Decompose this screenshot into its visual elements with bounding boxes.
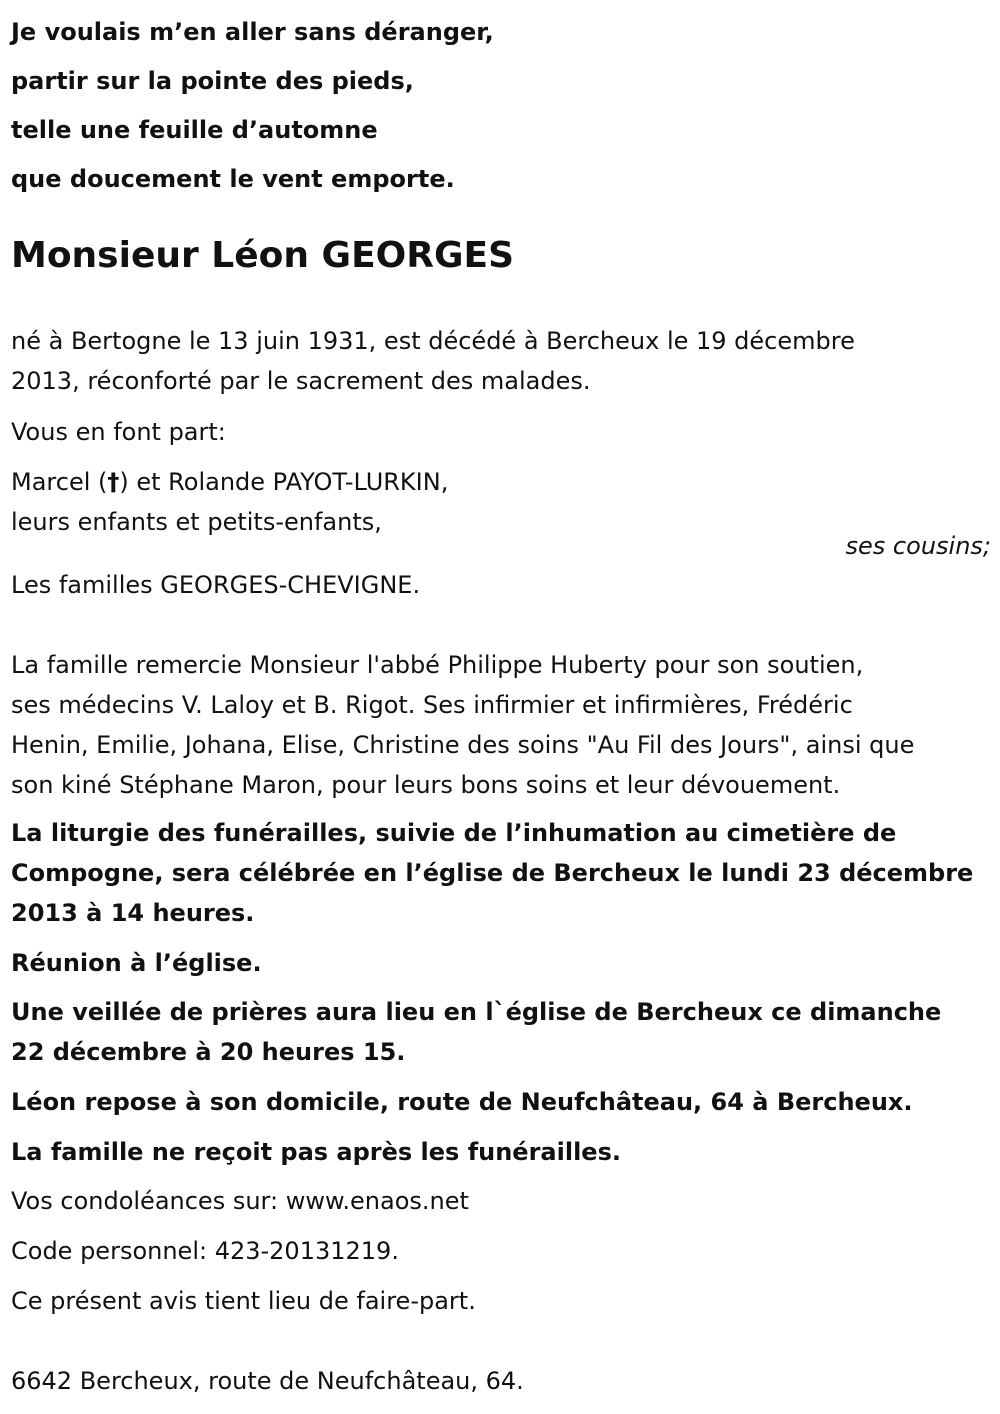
family-list [11, 462, 991, 542]
deceased-name: Monsieur Léon GEORGES [11, 235, 515, 276]
poem-line: telle une feuille d’automne [11, 116, 378, 144]
text-line: 2013, réconforté par le sacrement des malades. [11, 367, 591, 395]
birth-death-paragraph [11, 321, 991, 401]
no-reception-text: La famille ne reçoit pas après les funérailles. [11, 1138, 621, 1166]
text-line: 2013 à 14 heures. [11, 899, 255, 927]
family-text: Marcel ( [11, 468, 108, 496]
address-text: 6642 Bercheux, route de Neufchâteau, 64. [11, 1367, 524, 1395]
personal-code-text: Code personnel: 423-20131219. [11, 1237, 399, 1265]
family-line-georges: Les familles GEORGES-CHEVIGNE. [11, 571, 421, 599]
text-line: né à Bertogne le 13 juin 1931, est décédé à Bercheux le 19 décembre [11, 327, 855, 355]
notice-text: Ce présent avis tient lieu de faire-part. [11, 1287, 476, 1315]
text-line: ses médecins V. Laloy et B. Rigot. Ses infirmier et infirmières, Frédéric [11, 691, 853, 719]
family-line-children: leurs enfants et petits-enfants, [11, 508, 382, 536]
poem-line: partir sur la pointe des pieds, [11, 67, 414, 95]
text-line: Henin, Emilie, Johana, Elise, Christine des soins "Au Fil des Jours", ainsi que [11, 731, 915, 759]
cousins-label: ses cousins; [845, 532, 991, 560]
cross-icon: † [107, 468, 120, 496]
text-line: La famille remercie Monsieur l'abbé Philippe Huberty pour son soutien, [11, 651, 864, 679]
vigil-paragraph [11, 992, 991, 1072]
poem [11, 8, 991, 204]
text-line: son kiné Stéphane Maron, pour leurs bons soins et leur dévouement. [11, 771, 841, 799]
text-line: Une veillée de prières aura lieu en l`église de Bercheux ce dimanche [11, 998, 942, 1026]
text-line: La liturgie des funérailles, suivie de l’inhumation au cimetière de [11, 819, 897, 847]
poem-line: que doucement le vent emporte. [11, 165, 455, 193]
family-line-payot [11, 462, 991, 502]
reunion-text: Réunion à l’église. [11, 949, 262, 977]
announce-text: Vous en font part: [11, 418, 226, 446]
text-line: 22 décembre à 20 heures 15. [11, 1038, 406, 1066]
condolences-text: Vos condoléances sur: www.enaos.net [11, 1187, 469, 1215]
poem-line: Je voulais m’en aller sans déranger, [11, 18, 494, 46]
text-line: Compogne, sera célébrée en l’église de Bercheux le lundi 23 décembre [11, 859, 974, 887]
family-text: ) et Rolande PAYOT-LURKIN, [119, 468, 449, 496]
repose-text: Léon repose à son domicile, route de Neufchâteau, 64 à Bercheux. [11, 1088, 913, 1116]
thanks-paragraph [11, 645, 991, 805]
liturgy-paragraph [11, 813, 991, 933]
